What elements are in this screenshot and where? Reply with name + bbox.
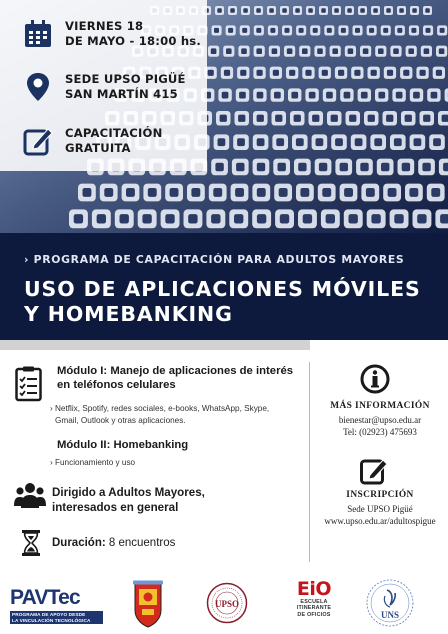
duration xyxy=(52,537,175,549)
group-people-icon xyxy=(14,482,46,508)
app-tile-glyph xyxy=(349,214,358,223)
uns-logo xyxy=(365,578,415,628)
app-tile-glyph xyxy=(387,70,393,76)
app-tile-glyph xyxy=(126,188,135,197)
app-tile-glyph xyxy=(228,28,233,33)
app-tile-glyph xyxy=(295,8,300,13)
app-tile-glyph xyxy=(285,28,290,33)
app-tile-glyph xyxy=(335,138,343,146)
module-1-title-line-1: Módulo I: Manejo de aplicaciones de interés xyxy=(57,365,294,377)
app-tile-glyph xyxy=(240,70,246,76)
map-pin-icon xyxy=(23,72,53,102)
app-tile-glyph xyxy=(236,163,244,171)
eio-line-1: ESCUELA xyxy=(300,599,328,605)
app-tile-glyph xyxy=(170,188,179,197)
app-tile-glyph xyxy=(243,8,248,13)
app-tile-glyph xyxy=(319,163,327,171)
app-tile-glyph xyxy=(257,138,265,146)
app-tile-glyph xyxy=(312,115,319,122)
app-tile-glyph xyxy=(409,188,418,197)
app-tile-glyph xyxy=(347,8,352,13)
pavtec-tagline-line-2: LA VINCULACIÓN TECNOLÓGICA xyxy=(12,617,91,623)
app-tile-glyph xyxy=(273,70,279,76)
app-tile-glyph xyxy=(381,163,389,171)
app-tile-glyph xyxy=(165,214,174,223)
app-tile-glyph xyxy=(431,92,438,99)
module-2-title-line-1: Módulo II: Homebanking xyxy=(57,439,189,451)
app-tile-glyph xyxy=(360,8,365,13)
app-tile-glyph xyxy=(348,48,354,54)
app-tile-glyph xyxy=(142,214,151,223)
app-tile-glyph xyxy=(341,28,346,33)
app-tile-glyph xyxy=(338,70,344,76)
app-tile-glyph xyxy=(287,48,293,54)
duration-label: Duración: xyxy=(52,537,106,549)
pavtec-tagline xyxy=(10,611,103,624)
program-banner xyxy=(0,233,448,340)
contact-email[interactable]: bienestar@upso.edu.ar xyxy=(338,415,422,425)
more-info-heading: MÁS INFORMACIÓN xyxy=(330,401,430,411)
app-tile-glyph xyxy=(188,214,197,223)
eio-line-2: ITINERANTE xyxy=(296,605,332,612)
app-tile-glyph xyxy=(257,188,266,197)
program-subtitle: › PROGRAMA DE CAPACITACIÓN PARA ADULTOS MAYORES xyxy=(24,253,405,266)
app-tile-glyph xyxy=(388,188,397,197)
app-tile-glyph xyxy=(235,188,244,197)
date-info xyxy=(23,19,201,49)
app-tile-glyph xyxy=(257,214,266,223)
registration-section xyxy=(312,490,448,526)
app-tile-glyph xyxy=(394,138,402,146)
app-tile-glyph xyxy=(272,48,278,54)
app-tile-glyph xyxy=(83,188,92,197)
edit-icon xyxy=(23,126,53,156)
app-tile-glyph xyxy=(369,28,374,33)
app-tile-glyph xyxy=(230,8,235,13)
hero-image xyxy=(0,0,448,233)
app-tile-glyph xyxy=(316,138,324,146)
date-line-2: DE MAYO - 18:00 hs. xyxy=(65,34,202,48)
app-tile-glyph xyxy=(386,115,393,122)
app-tile-glyph xyxy=(275,115,282,122)
duration-value: 8 encuentros xyxy=(108,537,176,549)
app-tile-glyph xyxy=(191,188,200,197)
app-tile-glyph xyxy=(257,92,264,99)
app-tile-glyph xyxy=(220,115,227,122)
app-tile-glyph xyxy=(239,92,246,99)
app-tile-glyph xyxy=(234,214,243,223)
app-tile-glyph xyxy=(270,28,275,33)
module-1-title xyxy=(57,364,293,392)
app-tile-glyph xyxy=(214,28,219,33)
app-tile-glyph xyxy=(408,48,414,54)
app-tile-glyph xyxy=(423,115,430,122)
app-tile-glyph xyxy=(241,48,247,54)
app-tile-glyph xyxy=(305,70,311,76)
checklist-icon xyxy=(15,366,42,402)
app-tile-glyph xyxy=(120,214,129,223)
app-tile-glyph xyxy=(257,115,264,122)
app-tile-glyph xyxy=(256,8,261,13)
app-tile-glyph xyxy=(300,188,309,197)
app-tile-glyph xyxy=(331,115,338,122)
module-2-desc-line-1: › Funcionamiento y uso xyxy=(50,458,136,467)
app-tile-glyph xyxy=(355,138,363,146)
app-tile-glyph xyxy=(97,214,106,223)
upso-mark: UPSO xyxy=(214,599,240,609)
app-tile-glyph xyxy=(433,138,441,146)
app-tile-glyph xyxy=(279,188,288,197)
app-tile-glyph xyxy=(257,70,263,76)
app-tile-glyph xyxy=(442,115,448,122)
app-tile-glyph xyxy=(349,115,356,122)
more-info-section xyxy=(312,401,448,437)
app-tile-glyph xyxy=(296,138,304,146)
app-tile-glyph xyxy=(440,28,445,33)
registration-place: Sede UPSO Pigüé xyxy=(347,504,413,514)
app-tile-glyph xyxy=(378,92,385,99)
app-tile-glyph xyxy=(403,70,409,76)
app-tile-glyph xyxy=(309,92,316,99)
app-tile-glyph xyxy=(148,188,157,197)
signup-edit-icon xyxy=(360,457,388,485)
app-tile-glyph xyxy=(278,163,286,171)
app-tile-glyph xyxy=(299,28,304,33)
app-tile-glyph xyxy=(298,163,306,171)
pavtec-tagline-line-1: PROGRAMA DE APOYO DESDE xyxy=(12,612,86,617)
app-tile-glyph xyxy=(431,188,440,197)
location-info xyxy=(23,72,186,102)
app-tile-glyph xyxy=(340,163,348,171)
app-tile-glyph xyxy=(238,115,245,122)
app-tile-glyph xyxy=(242,28,247,33)
app-tile-glyph xyxy=(393,48,399,54)
app-tile-glyph xyxy=(439,48,445,54)
module-1-desc-line-1: › Netflix, Spotify, redes sociales, e-books, WhatsApp, Skype, xyxy=(50,404,270,413)
audience-line-2: interesados en general xyxy=(52,500,179,514)
app-tile-glyph xyxy=(360,163,368,171)
app-tile-glyph xyxy=(313,28,318,33)
app-tile-glyph xyxy=(413,92,420,99)
banner-divider xyxy=(0,340,310,350)
app-tile-glyph xyxy=(308,8,313,13)
app-tile-glyph xyxy=(321,8,326,13)
app-tile-glyph xyxy=(412,8,417,13)
app-tile-glyph xyxy=(368,115,375,122)
app-tile-glyph xyxy=(354,70,360,76)
column-divider xyxy=(309,362,310,562)
app-tile-glyph xyxy=(256,48,262,54)
cost-info xyxy=(23,126,162,156)
sponsor-logos xyxy=(0,570,448,634)
app-tile-glyph xyxy=(396,92,403,99)
app-tile-glyph xyxy=(322,188,331,197)
app-tile-glyph xyxy=(417,214,426,223)
app-tile-glyph xyxy=(294,115,301,122)
app-tile-glyph xyxy=(208,70,214,76)
app-tile-glyph xyxy=(211,214,220,223)
app-tile-glyph xyxy=(363,48,369,54)
app-tile xyxy=(445,88,448,101)
module-2-description xyxy=(50,457,135,469)
app-tile-glyph xyxy=(366,188,375,197)
app-tile-glyph xyxy=(383,28,388,33)
app-tile-glyph xyxy=(282,8,287,13)
app-tile-glyph xyxy=(303,214,312,223)
app-tile-glyph xyxy=(386,8,391,13)
app-tile-glyph xyxy=(213,188,222,197)
app-tile-glyph xyxy=(269,8,274,13)
app-tile-glyph xyxy=(371,214,380,223)
module-2-title xyxy=(57,438,188,452)
app-tile-glyph xyxy=(218,138,226,146)
app-tile-glyph xyxy=(344,188,353,197)
app-tile-glyph xyxy=(424,48,430,54)
contact-phone: Tel: (02923) 475693 xyxy=(343,427,417,437)
module-1-desc-line-2: Gmail, Outlook y otras aplicaciones. xyxy=(55,415,186,425)
app-tile-glyph xyxy=(399,8,404,13)
app-tile-glyph xyxy=(302,48,308,54)
app-tile-glyph xyxy=(436,70,442,76)
app-tile-glyph xyxy=(326,214,335,223)
app-tile-glyph xyxy=(104,188,113,197)
target-audience xyxy=(52,486,205,515)
app-tile-glyph xyxy=(397,28,402,33)
calendar-icon xyxy=(23,19,53,49)
date-line-1: VIERNES 18 xyxy=(65,19,144,33)
app-tile-glyph xyxy=(276,138,284,146)
app-tile-glyph xyxy=(443,163,448,171)
app-tile-glyph xyxy=(215,163,223,171)
app-tile-glyph xyxy=(217,8,222,13)
app-tile-glyph xyxy=(226,48,232,54)
municipal-shield-logo xyxy=(131,580,165,628)
module-1-description xyxy=(50,403,269,426)
app-tile-glyph xyxy=(378,48,384,54)
app-tile-glyph xyxy=(374,138,382,146)
app-tile-glyph xyxy=(257,163,265,171)
app-tile-glyph xyxy=(224,70,230,76)
cost-line-2: GRATUITA xyxy=(65,141,131,155)
app-tile-glyph xyxy=(414,138,422,146)
app-tile-glyph xyxy=(422,163,430,171)
hourglass-icon xyxy=(22,530,40,556)
module-1-title-line-2: en teléfonos celulares xyxy=(57,379,176,391)
pavtec-logo xyxy=(10,587,103,624)
app-tile-glyph xyxy=(326,92,333,99)
uns-mark: UNS xyxy=(380,610,400,620)
registration-url[interactable]: www.upso.edu.ar/adultospigue xyxy=(324,516,436,526)
app-tile-glyph xyxy=(317,48,323,54)
app-tile-glyph xyxy=(355,28,360,33)
app-tile-glyph xyxy=(211,48,217,54)
app-tile-glyph xyxy=(327,28,332,33)
app-tile-glyph xyxy=(405,115,412,122)
app-tile-glyph xyxy=(289,70,295,76)
app-tile-glyph xyxy=(373,8,378,13)
location-line-2: SAN MARTÍN 415 xyxy=(65,87,178,101)
app-tile-glyph xyxy=(425,8,430,13)
app-tile-glyph xyxy=(332,48,338,54)
pavtec-wordmark: PAVTec xyxy=(10,586,80,609)
app-tile-glyph xyxy=(280,214,289,223)
app-tile-glyph xyxy=(274,92,281,99)
eio-wordmark: EiO xyxy=(296,578,332,600)
app-tile-glyph xyxy=(420,70,426,76)
info-icon xyxy=(360,364,390,394)
app-tile-glyph xyxy=(237,138,245,146)
registration-heading: INSCRIPCIÓN xyxy=(346,490,414,500)
app-tile-glyph xyxy=(334,8,339,13)
eio-line-3: DE OFICIOS xyxy=(297,611,331,618)
app-tile-glyph xyxy=(402,163,410,171)
app-tile-glyph xyxy=(222,92,229,99)
cost-line-1: CAPACITACIÓN xyxy=(65,126,163,140)
app-tile-glyph xyxy=(394,214,403,223)
app-tile-glyph xyxy=(361,92,368,99)
program-title-line-2: Y HOMEBANKING xyxy=(24,302,233,326)
audience-line-1: Dirigido a Adultos Mayores, xyxy=(52,486,205,499)
app-tile-glyph xyxy=(256,28,261,33)
app-tile-glyph xyxy=(344,92,351,99)
program-title xyxy=(24,277,421,327)
upso-logo xyxy=(206,582,248,624)
program-title-line-1: USO DE APLICACIONES MÓVILES xyxy=(24,277,421,301)
location-line-1: SEDE UPSO PIGÜÉ xyxy=(65,72,186,86)
app-tile-glyph xyxy=(411,28,416,33)
app-tile-glyph xyxy=(371,70,377,76)
app-tile-glyph xyxy=(74,214,83,223)
app-tile-glyph xyxy=(322,70,328,76)
app-tile-glyph xyxy=(440,214,448,223)
app-tile-glyph xyxy=(291,92,298,99)
eio-logo xyxy=(291,580,337,618)
app-tile-glyph xyxy=(426,28,431,33)
